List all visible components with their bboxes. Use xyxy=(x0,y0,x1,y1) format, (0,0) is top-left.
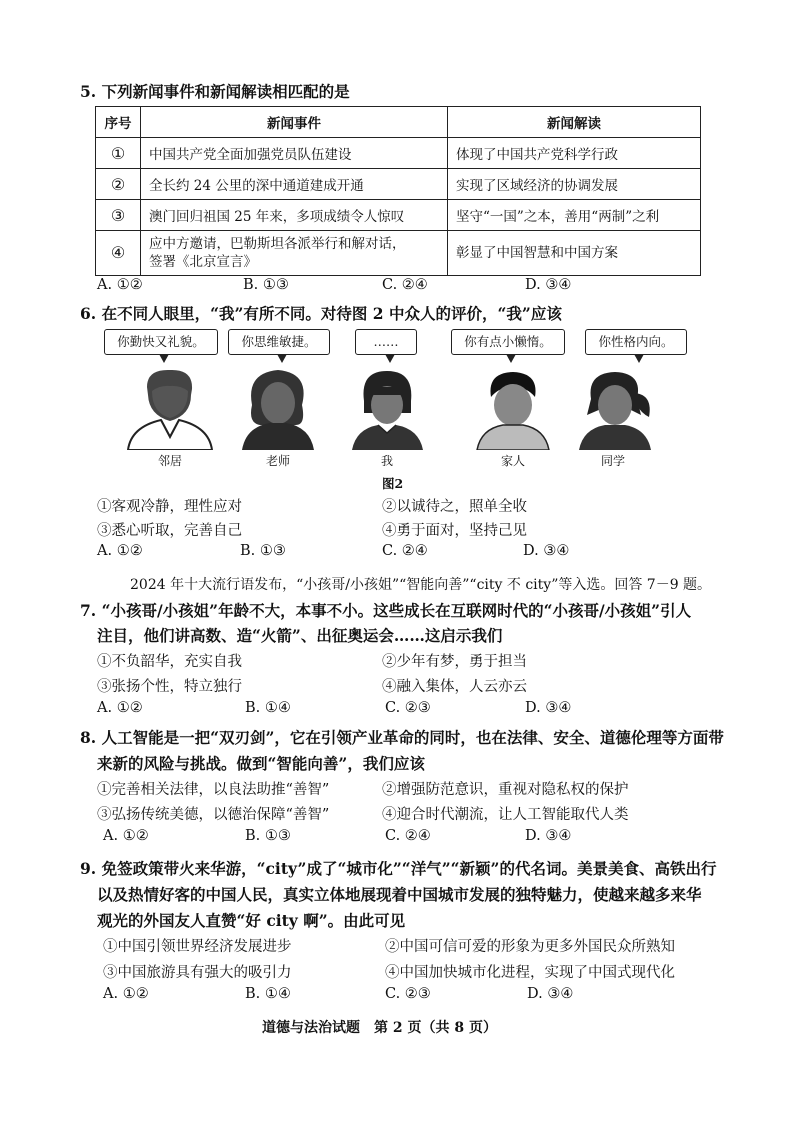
row-num: ③ xyxy=(96,200,141,231)
q7-option-c[interactable]: C. ②③ xyxy=(385,700,431,716)
label-teacher: 老师 xyxy=(265,454,290,468)
label-classmate: 同学 xyxy=(600,454,625,468)
row-event-line2: 签署《北京宣言》 xyxy=(149,254,257,270)
q9-option-d[interactable]: D. ③④ xyxy=(527,986,574,1002)
speech-bubble-me: …… xyxy=(355,329,417,355)
q5-stem: 5. 下列新闻事件和新闻解读相匹配的是 xyxy=(80,82,350,101)
q7-choice-4: ④融入集体，人云亦云 xyxy=(382,679,527,695)
row-event xyxy=(141,231,448,276)
header-reading: 新闻解读 xyxy=(448,107,701,138)
row-reading: 实现了区域经济的协调发展 xyxy=(448,169,701,200)
q8-option-c[interactable]: C. ②④ xyxy=(385,828,431,844)
row-reading: 体现了中国共产党科学行政 xyxy=(448,138,701,169)
q7-option-a[interactable]: A. ①② xyxy=(97,700,143,716)
q6-option-d[interactable]: D. ③④ xyxy=(523,543,570,559)
q6-stem: 6. 在不同人眼里，“我”有所不同。对待图 2 中众人的评价，“我”应该 xyxy=(80,304,562,323)
q7-stem-line1: 7. “小孩哥/小孩姐”年龄不大，本事不小。这些成长在互联网时代的“小孩哥/小孩姐”引人 xyxy=(80,601,692,620)
speech-bubble-classmate: 你性格内向。 xyxy=(585,329,687,355)
q7-choice-1: ①不负韶华，充实自我 xyxy=(97,654,242,670)
q7-choice-2: ②少年有梦，勇于担当 xyxy=(382,654,527,670)
neighbor-figure xyxy=(125,365,215,450)
q6-option-a[interactable]: A. ①② xyxy=(97,543,143,559)
q8-stem-line2: 来新的风险与挑战。做到“智能向善”，我们应该 xyxy=(97,754,425,773)
row-event: 全长约 24 公里的深中通道建成开通 xyxy=(141,169,448,200)
q6-choice-3: ③悉心听取，完善自己 xyxy=(97,523,242,539)
row-num: ④ xyxy=(96,231,141,276)
q7-option-d[interactable]: D. ③④ xyxy=(525,700,572,716)
figure-caption: 图2 xyxy=(382,476,404,491)
q8-choice-2: ②增强防范意识，重视对隐私权的保护 xyxy=(382,782,629,798)
label-family: 家人 xyxy=(500,454,525,468)
teacher-figure xyxy=(238,365,318,450)
header-num: 序号 xyxy=(96,107,141,138)
speech-bubble-neighbor: 你勤快又礼貌。 xyxy=(104,329,218,355)
q9-stem-line3: 观光的外国友人直赞“好 city 啊”。由此可见 xyxy=(97,911,406,930)
q5-option-b[interactable]: B. ①③ xyxy=(243,277,289,293)
table-row xyxy=(96,200,701,231)
q8-choice-1: ①完善相关法律，以良法助推“善智” xyxy=(97,782,330,798)
q9-choice-4: ④中国加快城市化进程，实现了中国式现代化 xyxy=(385,965,675,981)
q8-stem-line1: 8. 人工智能是一把“双刃剑”，它在引领产业革命的同时，也在法律、安全、道德伦理等方面带 xyxy=(80,728,724,747)
q6-option-c[interactable]: C. ②④ xyxy=(382,543,428,559)
q6-choice-1: ①客观冷静，理性应对 xyxy=(97,499,242,515)
q5-option-a[interactable]: A. ①② xyxy=(97,277,143,293)
row-num: ① xyxy=(96,138,141,169)
row-reading: 彰显了中国智慧和中国方案 xyxy=(448,231,701,276)
q8-choice-4: ④迎合时代潮流，让人工智能取代人类 xyxy=(382,807,629,823)
q7-choice-3: ③张扬个性，特立独行 xyxy=(97,679,242,695)
q8-option-a[interactable]: A. ①② xyxy=(103,828,149,844)
table-row xyxy=(96,138,701,169)
me-figure xyxy=(350,365,425,450)
table-row xyxy=(96,231,701,276)
classmate-figure xyxy=(575,365,655,450)
family-figure xyxy=(473,365,553,450)
label-neighbor: 邻居 xyxy=(157,454,182,468)
q9-choice-2: ②中国可信可爱的形象为更多外国民众所熟知 xyxy=(385,939,675,955)
q9-choice-3: ③中国旅游具有强大的吸引力 xyxy=(103,965,292,981)
q9-choice-1: ①中国引领世界经济发展进步 xyxy=(103,939,292,955)
q8-option-d[interactable]: D. ③④ xyxy=(525,828,572,844)
speech-bubble-family: 你有点小懒惰。 xyxy=(451,329,565,355)
q6-choice-4: ④勇于面对，坚持己见 xyxy=(382,523,527,539)
q8-option-b[interactable]: B. ①③ xyxy=(245,828,291,844)
row-event: 澳门回归祖国 25 年来，多项成绩令人惊叹 xyxy=(141,200,448,231)
header-event: 新闻事件 xyxy=(141,107,448,138)
q7-option-b[interactable]: B. ①④ xyxy=(245,700,291,716)
q6-option-b[interactable]: B. ①③ xyxy=(240,543,286,559)
q8-choice-3: ③弘扬传统美德，以德治保障“善智” xyxy=(97,807,330,823)
group-intro: 2024 年十大流行语发布，“小孩哥/小孩姐”“智能向善”“city 不 city”等入选。回答 7－9 题。 xyxy=(130,577,712,593)
row-reading: 坚守“一国”之本，善用“两制”之利 xyxy=(448,200,701,231)
q9-option-c[interactable]: C. ②③ xyxy=(385,986,431,1002)
q9-stem-line2: 以及热情好客的中国人民，真实立体地展现着中国城市发展的独特魅力，使越来越多来华 xyxy=(97,885,702,904)
q6-choice-2: ②以诚待之，照单全收 xyxy=(382,499,527,515)
q7-stem-line2: 注目，他们讲高数、造“火箭”、出征奥运会……这启示我们 xyxy=(97,626,503,645)
q9-stem-line1: 9. 免签政策带火来华游，“city”成了“城市化”“洋气”“新颖”的代名词。美景美食、高铁出行 xyxy=(80,859,717,878)
news-table xyxy=(95,106,701,276)
q9-option-a[interactable]: A. ①② xyxy=(103,986,149,1002)
table-row xyxy=(96,169,701,200)
label-me: 我 xyxy=(380,454,393,468)
row-event-line1: 应中方邀请，巴勒斯坦各派举行和解对话， xyxy=(149,236,406,252)
row-event: 中国共产党全面加强党员队伍建设 xyxy=(141,138,448,169)
q5-option-d[interactable]: D. ③④ xyxy=(525,277,572,293)
row-num: ② xyxy=(96,169,141,200)
q9-option-b[interactable]: B. ①④ xyxy=(245,986,291,1002)
table-header-row xyxy=(96,107,701,138)
page-footer: 道德与法治试题 第 2 页（共 8 页） xyxy=(262,1020,497,1036)
q5-option-c[interactable]: C. ②④ xyxy=(382,277,428,293)
speech-bubble-teacher: 你思维敏捷。 xyxy=(228,329,330,355)
